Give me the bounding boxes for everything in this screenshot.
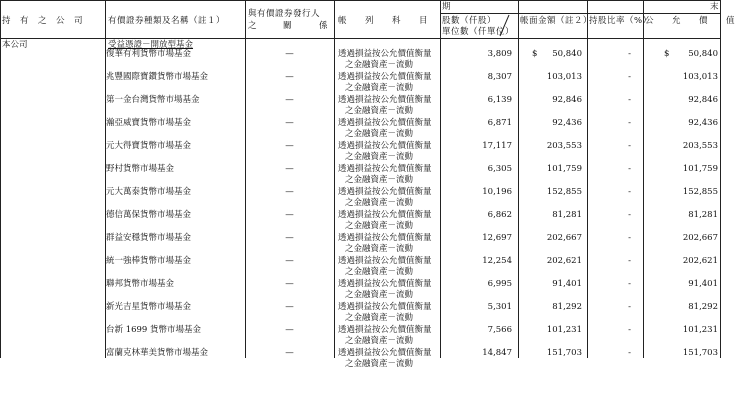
shares-value: 6,995 [487,279,512,289]
shares-value: 6,305 [487,164,512,174]
account-line-2: 之金融資產－流動 [345,336,414,346]
shares-value: 12,697 [482,233,512,243]
account-line-2: 之金融資產－流動 [345,313,414,323]
ratio-value: - [628,118,631,128]
fair-value: 91,401 [688,279,718,289]
book-value: 81,281 [552,210,582,220]
header-security-name: 有價證券種類及名稱（註１） [108,16,226,26]
fund-name: 瀚亞威寶貨幣市場基金 [106,118,192,128]
account-line-1: 透過損益按公允價值衡量 [338,256,432,266]
fair-value: 103,013 [682,72,718,82]
account-line-2: 之金融資產－流動 [345,152,414,162]
account-line-1: 透過損益按公允價值衡量 [338,95,432,105]
fair-value: 202,621 [682,256,718,266]
fund-name: 新光吉星貨幣市場基金 [106,302,192,312]
issuer-relation: — [285,348,294,358]
book-value: 92,436 [552,118,582,128]
ratio-value: - [628,233,631,243]
account-line-2: 之金融資產－流動 [345,221,414,231]
ratio-value: - [628,95,631,105]
fair-value: 203,553 [682,141,718,151]
fund-name: 德信萬保貨幣市場基金 [106,210,192,220]
issuer-relation: — [285,279,294,289]
issuer-relation: — [285,49,294,59]
account-line-1: 透過損益按公允價值衡量 [338,118,432,128]
book-value: 92,846 [552,95,582,105]
shares-value: 12,254 [482,256,512,266]
ratio-value: - [628,348,631,358]
account-line-2: 之金融資產－流動 [345,267,414,277]
shares-value: 14,847 [482,348,512,358]
book-value: 152,855 [546,187,582,197]
header-issuer-relation-right: 關 係 [283,21,329,31]
fair-value: 50,840 [688,49,718,59]
issuer-relation: — [285,95,294,105]
ratio-value: - [628,72,631,82]
shares-value: 3,809 [487,49,512,59]
account-line-2: 之金融資產－流動 [345,106,414,116]
shares-value: 6,862 [487,210,512,220]
header-units: 單位數（仟單位） [442,27,515,37]
fair-value: 101,759 [682,164,718,174]
fair-value: 81,281 [688,210,718,220]
header-account: 帳 列 科 目 [338,16,429,26]
ratio-value: - [628,279,631,289]
fund-name: 元大得寶貨幣市場基金 [106,141,192,151]
ratio-value: - [628,187,631,197]
issuer-relation: — [285,187,294,197]
account-line-1: 透過損益按公允價值衡量 [338,279,432,289]
fund-name: 統一強棒貨幣市場基金 [106,256,192,266]
book-value: 203,553 [546,141,582,151]
issuer-relation: — [285,164,294,174]
issuer-relation: — [285,141,294,151]
account-line-1: 透過損益按公允價值衡量 [338,325,432,335]
header-shares: 股數（仟股） [442,16,497,26]
fund-name: 群益安穩貨幣市場基金 [106,233,192,243]
ratio-value: - [628,325,631,335]
category-cell: 受益憑證－開放型基金 [108,40,194,50]
book-value: 91,401 [552,279,582,289]
header-fair-value: 公 允 價 值 [645,16,735,26]
currency-symbol: $ [532,49,538,59]
fair-value: 81,292 [688,302,718,312]
account-line-1: 透過損益按公允價值衡量 [338,210,432,220]
ratio-value: - [628,256,631,266]
fund-name: 兆豐國際寶鑽貨幣市場基金 [106,72,209,82]
shares-value: 6,871 [487,118,512,128]
account-line-1: 透過損益按公允價值衡量 [338,302,432,312]
issuer-relation: — [285,302,294,312]
account-line-1: 透過損益按公允價值衡量 [338,164,432,174]
account-line-2: 之金融資產－流動 [345,175,414,185]
header-period-left: 期 [442,2,452,12]
header-holder: 持 有 之 公 司 [2,16,84,26]
account-line-2: 之金融資產－流動 [345,198,414,208]
book-value: 81,292 [552,302,582,312]
account-line-2: 之金融資產－流動 [345,129,414,139]
account-line-2: 之金融資產－流動 [345,244,414,254]
fund-name: 第一金台灣貨幣市場基金 [106,95,200,105]
fair-value: 151,703 [682,348,718,358]
account-line-1: 透過損益按公允價值衡量 [338,141,432,151]
fund-name: 元大萬泰貨幣市場基金 [106,187,192,197]
fund-name: 台新 1699 貨幣市場基金 [106,325,202,335]
ratio-value: - [628,49,631,59]
issuer-relation: — [285,118,294,128]
book-value: 202,667 [546,233,582,243]
account-line-2: 之金融資產－流動 [345,359,414,369]
account-line-1: 透過損益按公允價值衡量 [338,233,432,243]
fair-value: 92,846 [688,95,718,105]
shares-value: 6,139 [487,95,512,105]
fund-name: 富蘭克林華美貨幣市場基金 [106,348,209,358]
fund-name: 野村貨幣市場基金 [106,164,175,174]
header-issuer-relation-left: 之 [248,21,258,31]
header-issuer-relation: 與有價證券發行人 [248,9,321,19]
shares-value: 17,117 [482,141,512,151]
ratio-value: - [628,302,631,312]
fair-value: 101,231 [682,325,718,335]
header-book-value: 帳面金額（註２） [520,16,593,26]
ratio-value: - [628,210,631,220]
header-ratio: 持股比率（%） [589,16,652,26]
account-line-1: 透過損益按公允價值衡量 [338,49,432,59]
book-value: 101,759 [546,164,582,174]
account-line-1: 透過損益按公允價值衡量 [338,348,432,358]
account-line-1: 透過損益按公允價值衡量 [338,187,432,197]
shares-value: 8,307 [487,72,512,82]
issuer-relation: — [285,72,294,82]
header-period-right: 末 [710,2,720,12]
account-line-2: 之金融資產－流動 [345,290,414,300]
account-line-1: 透過損益按公允價值衡量 [338,72,432,82]
book-value: 151,703 [546,348,582,358]
shares-value: 10,196 [482,187,512,197]
issuer-relation: — [285,325,294,335]
fund-name: 復華有利貨幣市場基金 [106,49,192,59]
ratio-value: - [628,141,631,151]
account-line-2: 之金融資產－流動 [345,83,414,93]
issuer-relation: — [285,233,294,243]
holder-cell: 本公司 [2,40,28,50]
fair-value: 202,667 [682,233,718,243]
shares-value: 7,566 [487,325,512,335]
account-line-2: 之金融資產－流動 [345,60,414,70]
fair-value: 152,855 [682,187,718,197]
book-value: 202,621 [546,256,582,266]
fair-value: 92,436 [688,118,718,128]
ratio-value: - [628,164,631,174]
book-value: 103,013 [546,72,582,82]
shares-value: 5,301 [487,302,512,312]
book-value: 101,231 [546,325,582,335]
fund-name: 聯邦貨幣市場基金 [106,279,175,289]
issuer-relation: — [285,256,294,266]
currency-symbol: $ [664,49,670,59]
issuer-relation: — [285,210,294,220]
book-value: 50,840 [552,49,582,59]
